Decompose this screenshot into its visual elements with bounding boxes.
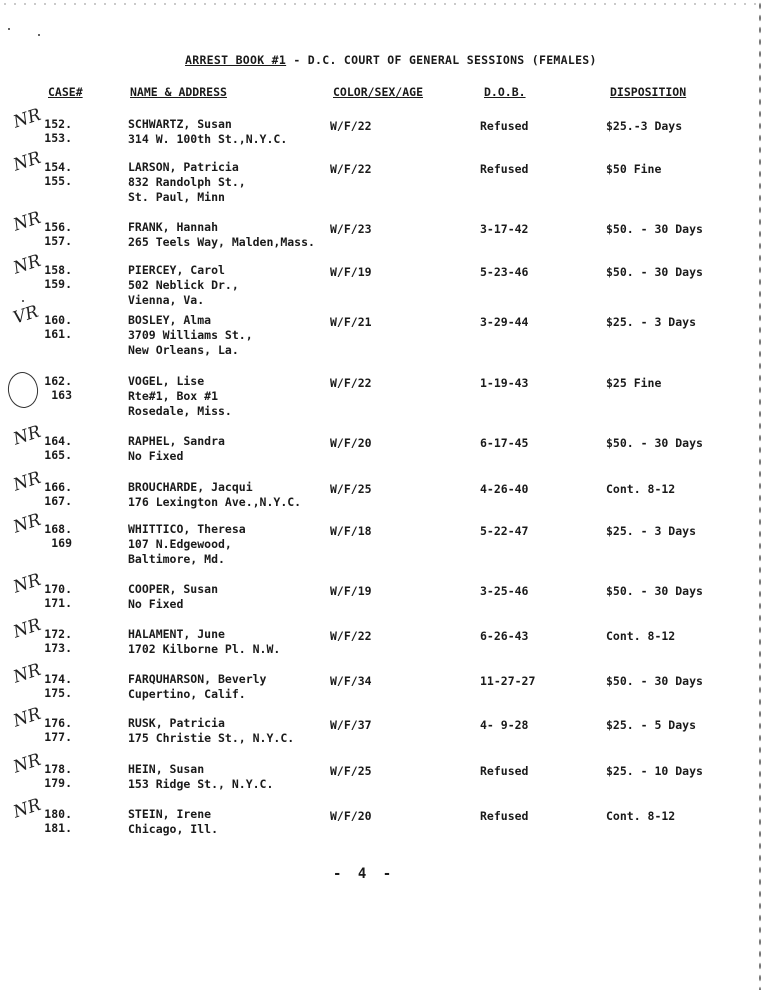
person-name: RAPHEL, Sandra: [128, 434, 225, 448]
disposition: Cont. 8-12: [606, 809, 676, 823]
case-number: 177.: [44, 730, 72, 744]
case-number: 152.: [44, 117, 72, 131]
record-row: [0, 421, 763, 482]
case-number: 178.: [44, 762, 72, 776]
person-name: VOGEL, Lise: [128, 374, 205, 388]
address-line: 107 N.Edgewood,: [128, 537, 232, 551]
color-sex-age: W/F/23: [330, 222, 372, 236]
disposition: Cont. 8-12: [606, 482, 676, 496]
disposition: $25 Fine: [606, 376, 662, 390]
record-row: [0, 509, 763, 570]
color-sex-age: W/F/34: [330, 674, 372, 688]
case-number: 158.: [44, 263, 72, 277]
color-sex-age: W/F/22: [330, 376, 372, 390]
color-sex-age: W/F/19: [330, 265, 372, 279]
case-number: 160.: [44, 313, 72, 327]
case-numbers: [40, 374, 72, 402]
case-number: 181.: [44, 821, 72, 835]
person-name: HALAMENT, June: [128, 627, 225, 641]
handwritten-mark: NR: [10, 147, 44, 176]
case-number: 176.: [44, 716, 72, 730]
case-number: 173.: [44, 641, 72, 655]
case-number: 164.: [44, 434, 72, 448]
color-sex-age: W/F/20: [330, 436, 372, 450]
case-number: 157.: [44, 234, 72, 248]
case-number: 180.: [44, 807, 72, 821]
color-sex-age: W/F/37: [330, 718, 372, 732]
case-number: 167.: [44, 494, 72, 508]
color-sex-age: W/F/22: [330, 119, 372, 133]
case-number: 174.: [44, 672, 72, 686]
case-numbers: [40, 716, 72, 744]
color-sex-age: W/F/21: [330, 315, 372, 329]
person-name: STEIN, Irene: [128, 807, 212, 821]
title-court: - D.C. COURT OF GENERAL SESSIONS (FEMALES): [286, 53, 597, 67]
handwritten-mark: VR: [10, 301, 41, 329]
person-name: BOSLEY, Alma: [128, 313, 212, 327]
date-of-birth: 3-25-46: [480, 584, 529, 598]
disposition: Cont. 8-12: [606, 629, 676, 643]
date-of-birth: 4-26-40: [480, 482, 529, 496]
address-line: 502 Neblick Dr.,: [128, 278, 239, 292]
handwritten-mark: NR: [10, 207, 44, 236]
record-row: [0, 104, 763, 165]
record-row: [0, 703, 763, 764]
name-address: [128, 160, 246, 205]
handwritten-mark: NR: [10, 250, 44, 279]
title-book: ARREST BOOK #1: [185, 53, 287, 67]
handwritten-circle: [6, 370, 41, 410]
name-address: [128, 313, 253, 358]
case-number: 166.: [44, 480, 72, 494]
record-row: [0, 250, 763, 311]
case-number: 161.: [44, 327, 72, 341]
address-line: Chicago, Ill.: [128, 822, 219, 836]
case-number: 165.: [44, 448, 72, 462]
disposition: $50. - 30 Days: [606, 584, 703, 598]
address-line: No Fixed: [128, 449, 184, 463]
case-number: 155.: [44, 174, 72, 188]
person-name: FARQUHARSON, Beverly: [128, 672, 267, 686]
case-number: 179.: [44, 776, 72, 790]
address-line: 314 W. 100th St.,N.Y.C.: [128, 132, 288, 146]
date-of-birth: 4- 9-28: [480, 718, 529, 732]
address-line: Rosedale, Miss.: [128, 404, 232, 418]
color-sex-age: W/F/19: [330, 584, 372, 598]
header-name-address: NAME & ADDRESS: [130, 85, 227, 99]
address-line: 1702 Kilborne Pl. N.W.: [128, 642, 281, 656]
disposition: $50. - 30 Days: [606, 674, 703, 688]
person-name: HEIN, Susan: [128, 762, 205, 776]
record-row: [0, 614, 763, 675]
scan-speck: [8, 28, 10, 30]
person-name: RUSK, Patricia: [128, 716, 225, 730]
address-line: 265 Teels Way, Malden,Mass.: [128, 235, 315, 249]
color-sex-age: W/F/25: [330, 482, 372, 496]
date-of-birth: Refused: [480, 764, 529, 778]
address-line: 153 Ridge St., N.Y.C.: [128, 777, 274, 791]
case-numbers: [40, 627, 72, 655]
person-name: SCHWARTZ, Susan: [128, 117, 232, 131]
color-sex-age: W/F/18: [330, 524, 372, 538]
page-number: - 4 -: [333, 866, 396, 882]
case-number: 168.: [44, 522, 72, 536]
date-of-birth: 6-26-43: [480, 629, 529, 643]
case-numbers: [40, 807, 72, 835]
date-of-birth: Refused: [480, 809, 529, 823]
name-address: [128, 434, 225, 464]
person-name: PIERCEY, Carol: [128, 263, 225, 277]
document-title: [185, 53, 625, 67]
disposition: $50 Fine: [606, 162, 662, 176]
date-of-birth: Refused: [480, 119, 529, 133]
address-line: 3709 Williams St.,: [128, 328, 253, 342]
case-numbers: [40, 160, 72, 188]
person-name: BROUCHARDE, Jacqui: [128, 480, 253, 494]
disposition: $50. - 30 Days: [606, 222, 703, 236]
name-address: [128, 117, 287, 147]
case-number: 169: [51, 536, 72, 550]
record-row: [0, 659, 763, 720]
name-address: [128, 716, 294, 746]
case-number: 170.: [44, 582, 72, 596]
handwritten-mark: NR: [10, 703, 44, 732]
disposition: $25.-3 Days: [606, 119, 683, 133]
person-name: LARSON, Patricia: [128, 160, 239, 174]
address-line: Cupertino, Calif.: [128, 687, 246, 701]
address-line: Rte#1, Box #1: [128, 389, 219, 403]
case-numbers: [40, 117, 72, 145]
case-numbers: [40, 480, 72, 508]
case-numbers: [40, 434, 72, 462]
color-sex-age: W/F/20: [330, 809, 372, 823]
handwritten-mark: NR: [10, 569, 44, 598]
record-row: [0, 794, 763, 855]
name-address: [128, 374, 232, 419]
handwritten-mark: NR: [10, 659, 44, 688]
handwritten-mark: NR: [10, 509, 44, 538]
case-number: 175.: [44, 686, 72, 700]
date-of-birth: Refused: [480, 162, 529, 176]
address-line: No Fixed: [128, 597, 184, 611]
header-case: CASE#: [48, 85, 83, 99]
name-address: [128, 672, 266, 702]
address-line: 176 Lexington Ave.,N.Y.C.: [128, 495, 302, 509]
case-numbers: [40, 762, 72, 790]
record-row: [0, 147, 763, 208]
handwritten-mark: NR: [10, 467, 44, 496]
case-numbers: [40, 672, 72, 700]
disposition: $50. - 30 Days: [606, 436, 703, 450]
header-color-sex-age: COLOR/SEX/AGE: [333, 85, 424, 99]
handwritten-mark: NR: [10, 749, 44, 778]
handwritten-mark: NR: [10, 614, 44, 643]
date-of-birth: 5-22-47: [480, 524, 529, 538]
record-row: [0, 569, 763, 630]
address-line: Vienna, Va.: [128, 293, 205, 307]
color-sex-age: W/F/25: [330, 764, 372, 778]
name-address: [128, 263, 239, 308]
record-row: [0, 374, 763, 422]
disposition: $25. - 10 Days: [606, 764, 703, 778]
case-number: 172.: [44, 627, 72, 641]
case-numbers: [40, 313, 72, 341]
record-row: [0, 749, 763, 810]
address-line: Baltimore, Md.: [128, 552, 225, 566]
case-number: 154.: [44, 160, 72, 174]
disposition: $50. - 30 Days: [606, 265, 703, 279]
name-address: [128, 522, 246, 567]
header-disposition: DISPOSITION: [610, 85, 687, 99]
handwritten-mark: NR: [10, 104, 44, 133]
disposition: $25. - 5 Days: [606, 718, 697, 732]
name-address: [128, 762, 273, 792]
case-number: 156.: [44, 220, 72, 234]
name-address: [128, 627, 280, 657]
address-line: 832 Randolph St.,: [128, 175, 246, 189]
address-line: 175 Christie St., N.Y.C.: [128, 731, 295, 745]
record-row: [0, 301, 763, 361]
person-name: FRANK, Hannah: [128, 220, 219, 234]
date-of-birth: 6-17-45: [480, 436, 529, 450]
record-row: [0, 207, 763, 268]
handwritten-mark: NR: [10, 421, 44, 450]
date-of-birth: 3-29-44: [480, 315, 529, 329]
case-numbers: [40, 522, 72, 550]
record-row: [0, 467, 763, 528]
color-sex-age: W/F/22: [330, 629, 372, 643]
case-numbers: [40, 263, 72, 291]
name-address: [128, 582, 218, 612]
address-line: New Orleans, La.: [128, 343, 239, 357]
case-numbers: [40, 582, 72, 610]
date-of-birth: 5-23-46: [480, 265, 529, 279]
scan-speck: [38, 34, 40, 36]
person-name: WHITTICO, Theresa: [128, 522, 246, 536]
case-number: 163: [51, 388, 72, 402]
handwritten-mark: NR: [10, 794, 44, 823]
name-address: [128, 480, 301, 510]
case-numbers: [40, 220, 72, 248]
color-sex-age: W/F/22: [330, 162, 372, 176]
date-of-birth: 11-27-27: [480, 674, 536, 688]
case-number: 162.: [44, 374, 72, 388]
disposition: $25. - 3 Days: [606, 524, 697, 538]
header-dob: D.O.B.: [484, 85, 526, 99]
case-number: 171.: [44, 596, 72, 610]
case-number: 153.: [44, 131, 72, 145]
date-of-birth: 1-19-43: [480, 376, 529, 390]
date-of-birth: 3-17-42: [480, 222, 529, 236]
name-address: [128, 220, 315, 250]
address-line: St. Paul, Minn: [128, 190, 225, 204]
case-number: 159.: [44, 277, 72, 291]
disposition: $25. - 3 Days: [606, 315, 697, 329]
name-address: [128, 807, 218, 837]
scan-border-top: [0, 2, 763, 6]
person-name: COOPER, Susan: [128, 582, 219, 596]
